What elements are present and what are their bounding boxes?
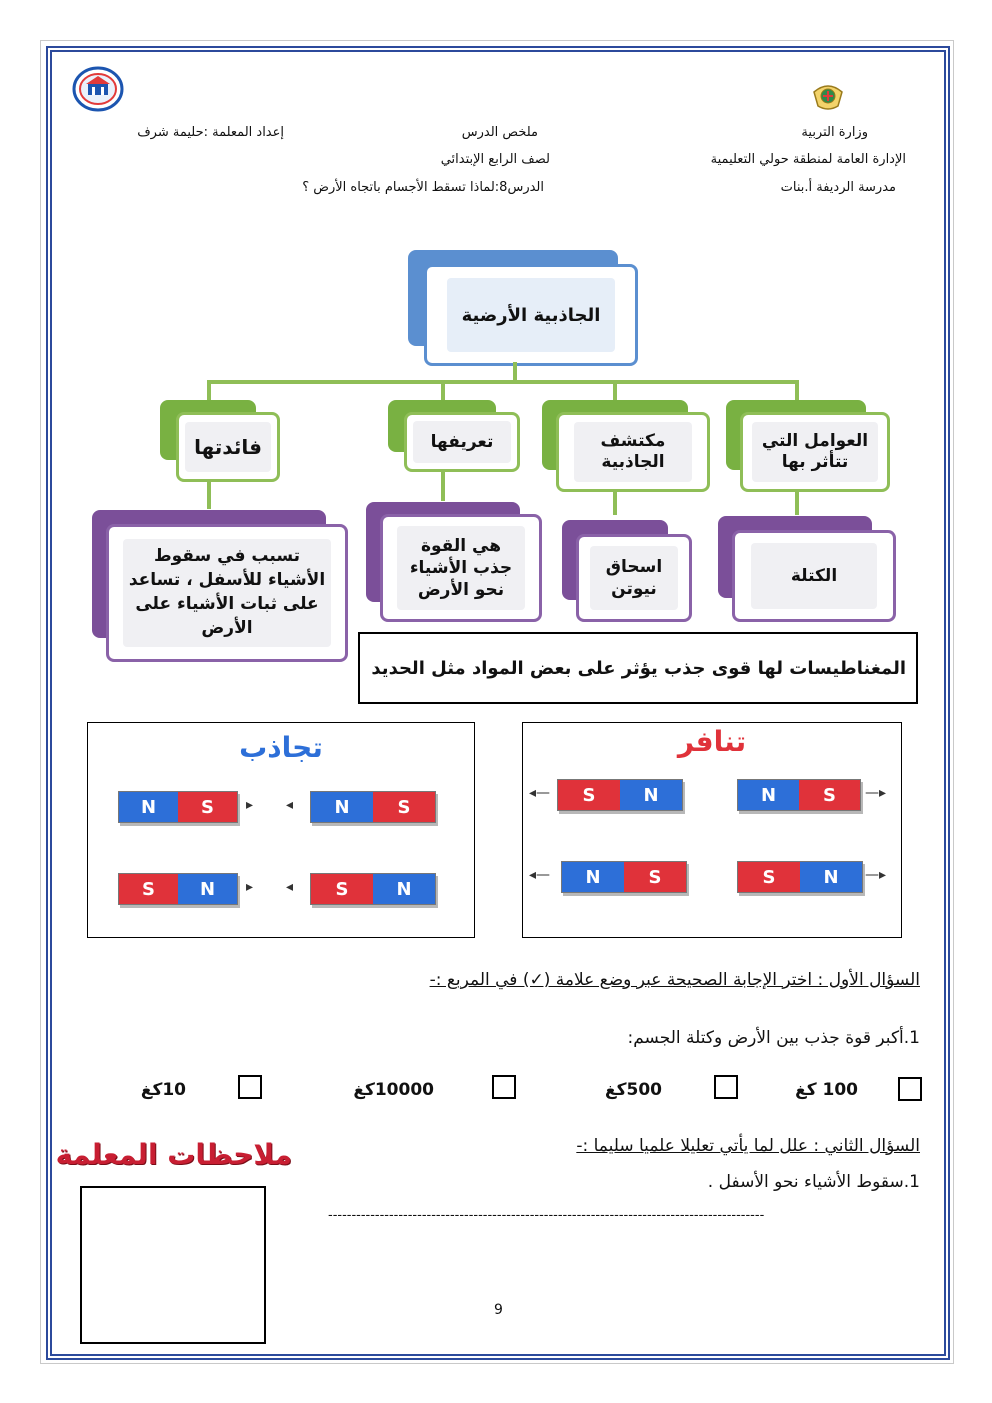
option-checkbox[interactable] bbox=[898, 1077, 922, 1101]
teacher-name: إعداد المعلمة :حليمة شرف bbox=[137, 125, 284, 140]
arrow-left-icon: ◂— bbox=[529, 785, 551, 801]
pole-north: N bbox=[373, 874, 435, 904]
question2-heading: السؤال الثاني : علل لما يأتي تعليلا علميا سليما :- bbox=[576, 1136, 920, 1156]
lesson-title: الدرس8:لماذا تسقط الأجسام باتجاه الأرض ؟ bbox=[302, 180, 544, 195]
magnet bbox=[737, 779, 861, 811]
root-concept-label: الجاذبية الأرضية bbox=[447, 278, 615, 352]
arrow-right-icon: ▸ bbox=[246, 879, 254, 895]
detail-box-benefit bbox=[106, 524, 348, 662]
option-checkbox[interactable] bbox=[492, 1075, 516, 1099]
pole-south: S bbox=[738, 862, 800, 892]
connector-line bbox=[513, 362, 517, 382]
arrow-left-icon: ◂ bbox=[286, 797, 294, 813]
pole-north: N bbox=[800, 862, 862, 892]
attraction-panel bbox=[87, 722, 475, 938]
ministry-name: وزارة التربية bbox=[801, 125, 868, 140]
pole-south: S bbox=[178, 792, 237, 822]
branch-box-discoverer bbox=[556, 412, 710, 492]
branch-box-factors bbox=[740, 412, 890, 492]
root-concept-box bbox=[424, 264, 638, 366]
magnet bbox=[561, 861, 687, 893]
pole-north: N bbox=[738, 780, 799, 810]
option-checkbox[interactable] bbox=[714, 1075, 738, 1099]
arrow-left-icon: ◂ bbox=[286, 879, 294, 895]
directorate-name: الإدارة العامة لمنطقة حولي التعليمية bbox=[710, 152, 906, 167]
pole-south: S bbox=[311, 874, 373, 904]
option-label: 500كغ bbox=[605, 1080, 662, 1100]
detail-box-discoverer bbox=[576, 534, 692, 622]
summary-label: ملخص الدرس bbox=[461, 125, 538, 140]
branch-title-definition: تعريفها bbox=[413, 421, 511, 463]
magnet bbox=[737, 861, 863, 893]
connector-line bbox=[613, 489, 617, 515]
branch-title-factors: العوامل التي تتأثر بها bbox=[752, 422, 878, 482]
connector-line bbox=[207, 380, 211, 402]
option-label: 10كغ bbox=[140, 1080, 186, 1100]
pole-north: N bbox=[311, 792, 373, 822]
option-label: 10000كغ bbox=[353, 1080, 434, 1100]
connector-line bbox=[441, 380, 445, 402]
grade-label: لصف الرابع الإبتدائي bbox=[440, 152, 550, 167]
pole-south: S bbox=[624, 862, 686, 892]
pole-south: S bbox=[119, 874, 178, 904]
pole-south: S bbox=[558, 780, 620, 810]
connector-line bbox=[613, 380, 617, 402]
magnet bbox=[557, 779, 683, 811]
detail-box-definition bbox=[380, 514, 542, 622]
pole-north: N bbox=[178, 874, 237, 904]
arrow-right-icon: —▸ bbox=[865, 785, 887, 801]
answer-line[interactable]: --------------------------------------------------------------------------------------------- bbox=[328, 1208, 765, 1223]
arrow-right-icon: —▸ bbox=[865, 867, 887, 883]
branch-title-discoverer: مكتشف الجاذبية bbox=[574, 422, 692, 482]
attraction-title: تجاذب bbox=[239, 731, 323, 764]
magnets-note-text: المغناطيسات لها قوى جذب يؤثر على بعض المواد مثل الحديد bbox=[371, 657, 906, 679]
magnet bbox=[118, 791, 238, 823]
magnet bbox=[118, 873, 238, 905]
connector-line bbox=[207, 479, 211, 509]
pole-north: N bbox=[562, 862, 624, 892]
connector-line bbox=[207, 380, 799, 384]
detail-text-definition: هي القوة جذب الأشياء نحو الأرض bbox=[397, 526, 525, 610]
detail-text-factors: الكتلة bbox=[751, 543, 877, 609]
arrow-right-icon: ▸ bbox=[246, 797, 254, 813]
page-number: 9 bbox=[494, 1302, 503, 1318]
branch-box-benefit bbox=[176, 412, 280, 482]
pole-north: N bbox=[119, 792, 178, 822]
teacher-notes-title: ملاحظات المعلمة bbox=[55, 1138, 292, 1171]
pole-north: N bbox=[620, 780, 682, 810]
question1-heading: السؤال الأول : اختر الإجابة الصحيحة عبر وضع علامة (✓) في المربع :- bbox=[429, 970, 920, 990]
magnet bbox=[310, 791, 436, 823]
repulsion-panel bbox=[522, 722, 902, 938]
detail-text-benefit: تسبب في سقوط الأشياء للأسفل ، تساعد على ثبات الأشياء على الأرض bbox=[123, 539, 331, 647]
connector-line bbox=[795, 380, 799, 402]
pole-south: S bbox=[373, 792, 435, 822]
magnet bbox=[310, 873, 436, 905]
branch-title-benefit: فائدتها bbox=[185, 422, 271, 472]
detail-text-discoverer: اسحاق نيوتن bbox=[590, 546, 678, 610]
option-checkbox[interactable] bbox=[238, 1075, 262, 1099]
ministry-emblem-icon bbox=[808, 80, 848, 112]
magnets-note-box bbox=[358, 632, 918, 704]
connector-line bbox=[441, 469, 445, 501]
repulsion-title: تنافر bbox=[677, 725, 747, 758]
school-name: مدرسة الرديفة أ.بنات bbox=[780, 180, 896, 195]
option-label: 100 كغ bbox=[795, 1080, 858, 1100]
question1-item: 1.أكبر قوة جذب بين الأرض وكتلة الجسم: bbox=[627, 1028, 920, 1048]
arrow-left-icon: ◂— bbox=[529, 867, 551, 883]
detail-box-factors bbox=[732, 530, 896, 622]
connector-line bbox=[795, 489, 799, 515]
school-logo-icon bbox=[72, 66, 124, 112]
question2-item: 1.سقوط الأشياء نحو الأسفل . bbox=[707, 1172, 920, 1192]
branch-box-definition bbox=[404, 412, 520, 472]
teacher-notes-box[interactable] bbox=[80, 1186, 266, 1344]
pole-south: S bbox=[799, 780, 860, 810]
